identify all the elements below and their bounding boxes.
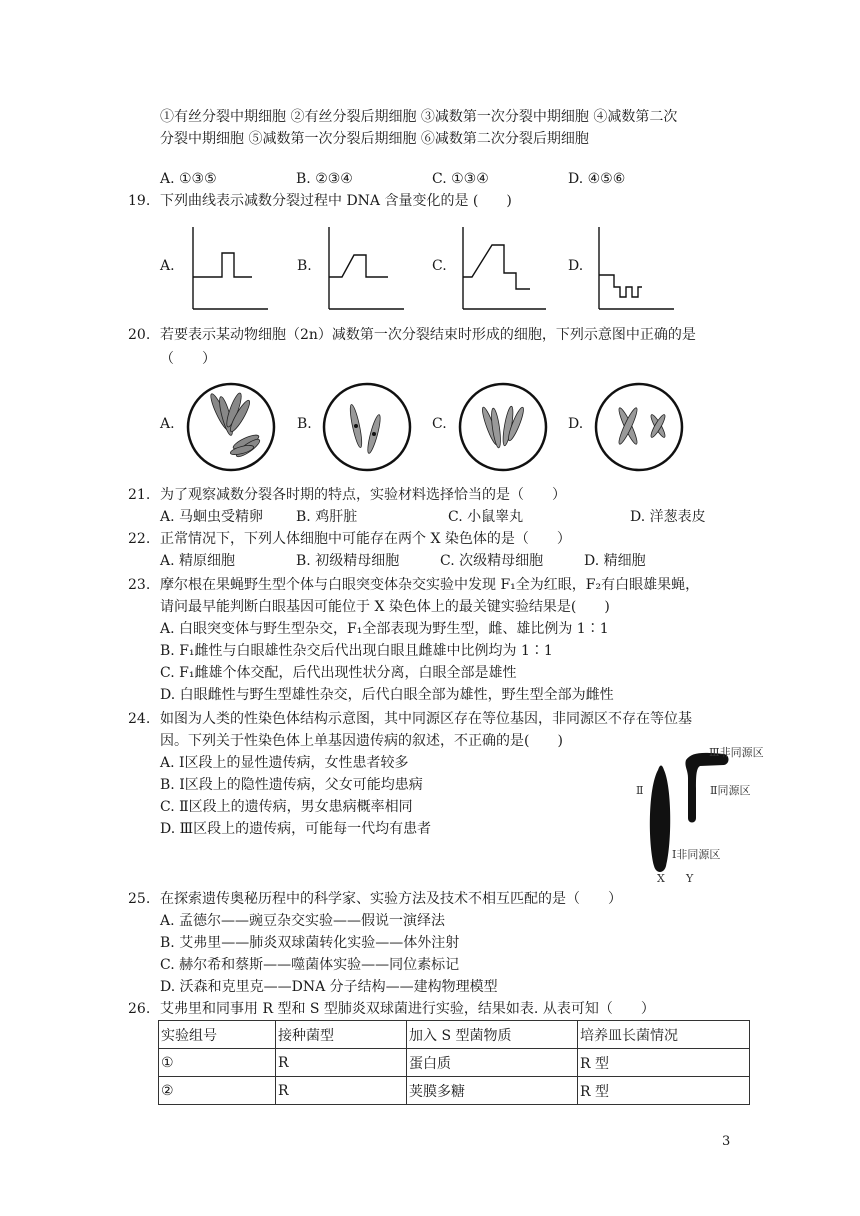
q19-label-c: C. <box>432 258 447 274</box>
table-header-cell: 培养皿长菌情况 <box>578 1021 750 1049</box>
q20-label-a: A. <box>160 416 175 432</box>
q23-option-b: B. F₁雌性与白眼雄性杂交后代出现白眼且雌雄中比例均为 1∶1 <box>160 643 553 659</box>
table-row <box>159 1077 750 1105</box>
q22-option-d: D. 精细胞 <box>584 553 646 569</box>
label-x: X <box>657 872 665 885</box>
q26-text: 艾弗里和同事用 R 型和 S 型肺炎双球菌进行实验，结果如表. 从表可知（ ） <box>160 1001 655 1017</box>
q20-cell-a <box>186 382 276 472</box>
q19-graph-b <box>326 225 406 315</box>
table-cell: ② <box>159 1077 276 1105</box>
q18-option-c: C. ①③④ <box>432 171 489 187</box>
q23-option-c: C. F₁雌雄个体交配，后代出现性状分离，白眼全部是雄性 <box>160 665 517 681</box>
q25-option-d: D. 沃森和克里克——DNA 分子结构——建构物理模型 <box>160 979 498 995</box>
q18-text-line1: ①有丝分裂中期细胞 ②有丝分裂后期细胞 ③减数第一次分裂中期细胞 ④减数第二次 <box>160 109 678 125</box>
q24-option-b: B. Ⅰ区段上的隐性遗传病，父女可能均患病 <box>160 777 423 793</box>
table-row <box>159 1049 750 1077</box>
q24-option-c: C. Ⅱ区段上的遗传病，男女患病概率相同 <box>160 799 413 815</box>
q24-number: 24. <box>128 711 151 727</box>
q23-option-d: D. 白眼雌性与野生型雄性杂交，后代白眼全部为雄性，野生型全部为雌性 <box>160 687 614 703</box>
q20-label-d: D. <box>568 416 584 432</box>
q20-number: 20. <box>128 327 151 343</box>
q19-label-b: B. <box>297 258 312 274</box>
experiment-table <box>158 1020 750 1105</box>
q21-option-a: A. 马蛔虫受精卵 <box>160 509 264 525</box>
q20-cell-b <box>322 382 412 472</box>
q18-option-d: D. ④⑤⑥ <box>568 171 626 187</box>
q18-text-line2: 分裂中期细胞 ⑤减数第一次分裂后期细胞 ⑥减数第二次分裂后期细胞 <box>160 131 589 147</box>
q22-option-b: B. 初级精母细胞 <box>296 553 400 569</box>
table-header-cell: 加入 S 型菌物质 <box>407 1021 578 1049</box>
q19-number: 19. <box>128 193 151 209</box>
q21-option-c: C. 小鼠睾丸 <box>448 509 524 525</box>
table-cell: ① <box>159 1049 276 1077</box>
q18-option-a: A. ①③⑤ <box>160 171 217 187</box>
q19-graph-d <box>596 225 676 315</box>
table-cell: 蛋白质 <box>407 1049 578 1077</box>
table-header-row <box>159 1021 750 1049</box>
page-number: 3 <box>722 1134 731 1149</box>
q20-label-b: B. <box>297 416 312 432</box>
q21-option-b: B. 鸡肝脏 <box>296 509 358 525</box>
q25-option-b: B. 艾弗里——肺炎双球菌转化实验——体外注射 <box>160 935 460 951</box>
q21-number: 21. <box>128 487 151 503</box>
q23-text-line2: 请问最早能判断白眼基因可能位于 X 染色体上的最关键实验结果是( ) <box>160 599 610 615</box>
q24-text-line2: 因。下列关于性染色体上单基因遗传病的叙述，不正确的是( ) <box>160 733 563 749</box>
q24-option-d: D. Ⅲ区段上的遗传病，可能每一代均有患者 <box>160 821 432 837</box>
q20-label-c: C. <box>432 416 447 432</box>
q19-graph-c <box>460 225 550 315</box>
q23-option-a: A. 白眼突变体与野生型杂交，F₁全部表现为野生型，雌、雄比例为 1∶1 <box>160 621 609 637</box>
table-cell: R 型 <box>578 1049 750 1077</box>
q22-number: 22. <box>128 531 151 547</box>
q23-text: 摩尔根在果蝇野生型个体与白眼突变体杂交实验中发现 F₁全为红眼，F₂有白眼雄果蝇， <box>160 577 700 593</box>
q20-cell-d <box>594 382 684 472</box>
q25-option-c: C. 赫尔希和蔡斯——噬菌体实验——同位素标记 <box>160 957 460 973</box>
table-cell: 荚膜多糖 <box>407 1077 578 1105</box>
table-cell: R <box>276 1077 407 1105</box>
q19-label-a: A. <box>160 258 175 274</box>
label-ii-homologous: Ⅱ同源区 <box>710 784 751 797</box>
q25-option-a: A. 孟德尔——豌豆杂交实验——假说一演绎法 <box>160 913 446 929</box>
table-header-cell: 接种菌型 <box>276 1021 407 1049</box>
q22-option-a: A. 精原细胞 <box>160 553 236 569</box>
table-header-cell: 实验组号 <box>159 1021 276 1049</box>
label-y: Y <box>686 872 694 885</box>
q22-option-c: C. 次级精母细胞 <box>440 553 544 569</box>
q21-option-d: D. 洋葱表皮 <box>630 509 706 525</box>
label-i-nonhomologous: Ⅰ非同源区 <box>672 848 721 861</box>
q19-text: 下列曲线表示减数分裂过程中 DNA 含量变化的是 ( ) <box>160 193 512 209</box>
q26-number: 26. <box>128 1001 151 1017</box>
q19-label-d: D. <box>568 258 584 274</box>
q25-number: 25. <box>128 891 151 907</box>
q20-text-line2: （ ） <box>160 351 216 367</box>
label-ii-left: Ⅱ <box>636 784 644 797</box>
q23-number: 23. <box>128 577 151 593</box>
q20-text: 若要表示某动物细胞（2n）减数第一次分裂结束时形成的细胞，下列示意图中正确的是 <box>160 327 696 343</box>
q18-option-b: B. ②③④ <box>296 171 353 187</box>
q22-text: 正常情况下，下列人体细胞中可能存在两个 X 染色体的是（ ） <box>160 531 571 547</box>
q20-cell-c <box>458 382 548 472</box>
q24-option-a: A. Ⅰ区段上的显性遗传病，女性患者较多 <box>160 755 409 771</box>
q25-text: 在探索遗传奥秘历程中的科学家、实验方法及技术不相互匹配的是（ ） <box>160 891 622 907</box>
table-cell: R 型 <box>578 1077 750 1105</box>
table-cell: R <box>276 1049 407 1077</box>
q21-text: 为了观察减数分裂各时期的特点，实验材料选择恰当的是（ ） <box>160 487 566 503</box>
q24-text: 如图为人类的性染色体结构示意图，其中同源区存在等位基因，非同源区不存在等位基 <box>160 711 692 727</box>
label-iii-nonhomologous: Ⅲ非同源区 <box>709 746 764 759</box>
q19-graph-a <box>190 225 270 315</box>
